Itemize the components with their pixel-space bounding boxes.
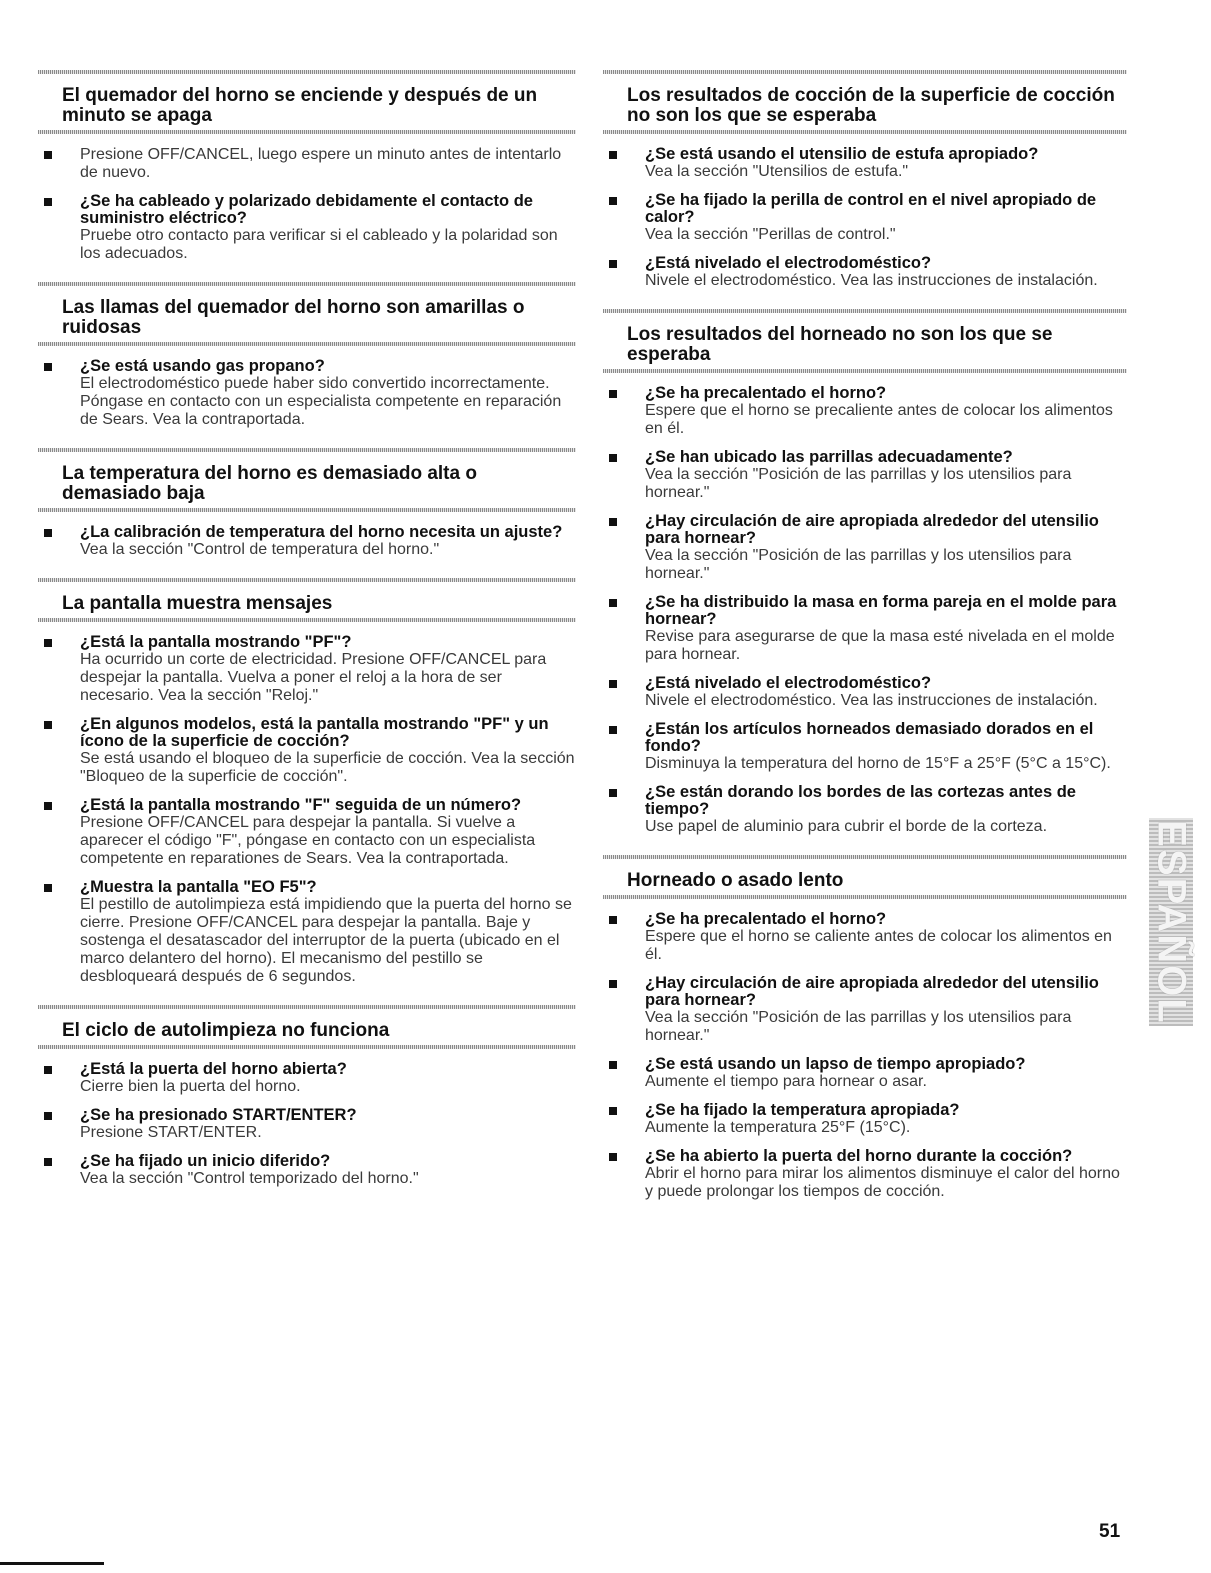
troubleshooting-section — [603, 70, 1127, 303]
item-list — [38, 346, 576, 442]
item-answer: Espere que el horno se caliente antes de colocar los alimentos en él. — [645, 928, 1112, 963]
language-side-tab — [1149, 818, 1193, 1026]
list-item — [38, 524, 576, 559]
item-question: ¿Se ha cableado y polarizado debidamente el contacto de suministro eléctrico? — [80, 192, 533, 227]
item-answer: Vea la sección "Posición de las parrillas y los utensilios para hornear." — [645, 466, 1072, 501]
item-answer: El pestillo de autolimpieza está impidiendo que la puerta del horno se cierre. Presione OFF/CANCEL para despejar la pantalla. Baje y sostenga el desatascador del interruptor de la puerta (ubicado en el marco delantero del horno). El mecanismo del pestillo se desbloqueará después de 6 segundos. — [80, 896, 572, 985]
item-answer: Presione OFF/CANCEL para despejar la pantalla. Si vuelve a aparecer el código "F", póngase en contacto con un especialista competente en reparationes de Sears. Vea la contraportada. — [80, 814, 536, 867]
section-heading: Las llamas del quemador del horno son amarillas o ruidosas — [62, 297, 525, 338]
square-bullet-icon — [44, 151, 52, 159]
square-bullet-icon — [609, 151, 617, 159]
item-question: ¿Se ha precalentado el horno? — [645, 910, 887, 928]
list-item — [38, 358, 576, 429]
section-heading: La pantalla muestra mensajes — [62, 593, 333, 614]
list-item — [38, 1107, 576, 1142]
item-question: ¿Está nivelado el electrodoméstico? — [645, 254, 932, 272]
item-question: ¿En algunos modelos, está la pantalla mostrando "PF" y un ícono de la superficie de cocción? — [80, 715, 549, 750]
item-question: ¿Se ha distribuido la masa en forma pareja en el molde para hornear? — [645, 593, 1117, 628]
item-answer: Vea la sección "Posición de las parrillas y los utensilios para hornear." — [645, 1009, 1072, 1044]
item-answer: Nivele el electrodoméstico. Vea las instrucciones de instalación. — [645, 272, 1098, 289]
list-item — [603, 721, 1127, 773]
item-question: ¿Está nivelado el electrodoméstico? — [645, 674, 932, 692]
item-answer: Pruebe otro contacto para verificar si el cableado y la polaridad son los adecuados. — [80, 227, 558, 262]
item-question: ¿La calibración de temperatura del horno necesita un ajuste? — [80, 523, 563, 541]
list-item — [603, 784, 1127, 836]
item-question: ¿Hay circulación de aire apropiada alrededor del utensilio para hornear? — [645, 512, 1099, 547]
list-item — [603, 675, 1127, 710]
item-question: ¿Está la puerta del horno abierta? — [80, 1060, 347, 1078]
square-bullet-icon — [609, 789, 617, 797]
list-item — [603, 449, 1127, 502]
troubleshooting-section — [603, 309, 1127, 849]
item-question: ¿Está la pantalla mostrando "PF"? — [80, 633, 352, 651]
list-item — [38, 1061, 576, 1096]
section-heading: El ciclo de autolimpieza no funciona — [62, 1020, 390, 1041]
item-answer: Se está usando el bloqueo de la superficie de cocción. Vea la sección "Bloqueo de la superficie de cocción". — [80, 750, 575, 785]
square-bullet-icon — [44, 1066, 52, 1074]
item-question: ¿Se ha fijado un inicio diferido? — [80, 1152, 331, 1170]
square-bullet-icon — [609, 980, 617, 988]
list-item — [38, 1153, 576, 1188]
list-item — [603, 1102, 1127, 1137]
item-answer: Vea la sección "Posición de las parrillas y los utensilios para hornear." — [645, 547, 1072, 582]
section-heading: Horneado o asado lento — [627, 870, 844, 891]
list-item — [38, 797, 576, 868]
square-bullet-icon — [44, 529, 52, 537]
item-question: ¿Se está usando gas propano? — [80, 357, 325, 375]
footer-rule — [0, 1562, 104, 1565]
list-item — [38, 634, 576, 705]
square-bullet-icon — [44, 721, 52, 729]
square-bullet-icon — [609, 1107, 617, 1115]
troubleshooting-section — [38, 578, 576, 999]
list-item — [603, 975, 1127, 1045]
list-item — [38, 879, 576, 986]
item-question: ¿Muestra la pantalla "EO F5"? — [80, 878, 317, 896]
list-item — [603, 594, 1127, 664]
list-item — [603, 911, 1127, 964]
item-answer: El electrodoméstico puede haber sido convertido incorrectamente. Póngase en contacto con un especialista competente en reparación de Sears. Vea la contraportada. — [80, 375, 562, 428]
square-bullet-icon — [609, 518, 617, 526]
item-answer: Aumente el tiempo para hornear o asar. — [645, 1073, 927, 1090]
item-answer: Disminuya la temperatura del horno de 15°F a 25°F (5°C a 15°C). — [645, 755, 1111, 772]
item-answer: Cierre bien la puerta del horno. — [80, 1078, 301, 1095]
item-answer: Presione START/ENTER. — [80, 1124, 262, 1141]
square-bullet-icon — [609, 599, 617, 607]
list-item — [603, 385, 1127, 438]
square-bullet-icon — [609, 916, 617, 924]
item-answer: Espere que el horno se precaliente antes de colocar los alimentos en él. — [645, 402, 1113, 437]
square-bullet-icon — [609, 260, 617, 268]
troubleshooting-section — [38, 448, 576, 572]
square-bullet-icon — [609, 1153, 617, 1161]
square-bullet-icon — [609, 454, 617, 462]
item-question: ¿Se está usando el utensilio de estufa apropiado? — [645, 145, 1039, 163]
item-answer: Vea la sección "Perillas de control." — [645, 226, 896, 243]
item-list — [38, 512, 576, 572]
list-item — [603, 513, 1127, 583]
item-answer: Abrir el horno para mirar los alimentos disminuye el calor del horno y puede prolongar los tiempos de cocción. — [645, 1165, 1120, 1200]
item-list — [603, 899, 1127, 1214]
item-question: ¿Se ha fijado la temperatura apropiada? — [645, 1101, 960, 1119]
item-answer: Vea la sección "Control temporizado del horno." — [80, 1170, 419, 1187]
square-bullet-icon — [44, 1158, 52, 1166]
troubleshooting-section — [38, 282, 576, 442]
square-bullet-icon — [44, 1112, 52, 1120]
item-question: ¿Están los artículos horneados demasiado dorados en el fondo? — [645, 720, 1094, 755]
square-bullet-icon — [609, 680, 617, 688]
square-bullet-icon — [609, 390, 617, 398]
square-bullet-icon — [44, 802, 52, 810]
item-question: ¿Se está usando un lapso de tiempo apropiado? — [645, 1055, 1026, 1073]
list-item — [38, 716, 576, 786]
square-bullet-icon — [609, 726, 617, 734]
list-item — [603, 192, 1127, 244]
item-answer: Vea la sección "Utensilios de estufa." — [645, 163, 909, 180]
item-question: ¿Se han ubicado las parrillas adecuadamente? — [645, 448, 1013, 466]
square-bullet-icon — [44, 198, 52, 206]
section-heading: Los resultados del horneado no son los que se esperaba — [627, 324, 1053, 365]
troubleshooting-section — [38, 70, 576, 276]
item-answer: Revise para asegurarse de que la masa esté nivelada en el molde para hornear. — [645, 628, 1115, 663]
item-question: ¿Se ha abierto la puerta del horno durante la cocción? — [645, 1147, 1073, 1165]
item-question: ¿Se ha fijado la perilla de control en el nivel apropiado de calor? — [645, 191, 1097, 226]
square-bullet-icon — [609, 1061, 617, 1069]
right-column — [603, 70, 1127, 1220]
item-list — [38, 1049, 576, 1201]
item-list — [603, 373, 1127, 849]
troubleshooting-section — [38, 1005, 576, 1201]
item-question: ¿Está la pantalla mostrando "F" seguida de un número? — [80, 796, 522, 814]
square-bullet-icon — [44, 363, 52, 371]
item-answer: Aumente la temperatura 25°F (15°C). — [645, 1119, 911, 1136]
item-question: ¿Se ha precalentado el horno? — [645, 384, 887, 402]
square-bullet-icon — [609, 197, 617, 205]
item-answer: Nivele el electrodoméstico. Vea las instrucciones de instalación. — [645, 692, 1098, 709]
list-item — [38, 146, 576, 182]
list-item — [603, 255, 1127, 290]
square-bullet-icon — [44, 884, 52, 892]
item-answer: Vea la sección "Control de temperatura del horno." — [80, 541, 440, 558]
page-number: 51 — [1099, 1521, 1121, 1542]
item-question: ¿Se están dorando los bordes de las cortezas antes de tiempo? — [645, 783, 1076, 818]
item-answer: Use papel de aluminio para cubrir el borde de la corteza. — [645, 818, 1048, 835]
section-heading: El quemador del horno se enciende y después de un minuto se apaga — [62, 85, 538, 126]
square-bullet-icon — [44, 639, 52, 647]
left-column — [38, 70, 576, 1207]
item-answer: Presione OFF/CANCEL, luego espere un minuto antes de intentarlo de nuevo. — [80, 146, 562, 181]
section-heading: La temperatura del horno es demasiado alta o demasiado baja — [62, 463, 477, 504]
troubleshooting-section — [603, 855, 1127, 1214]
item-list — [38, 134, 576, 276]
list-item — [38, 193, 576, 263]
item-answer: Ha ocurrido un corte de electricidad. Presione OFF/CANCEL para despejar la pantalla. Vuelva a poner el reloj a la hora de ser necesario. Vea la sección "Reloj." — [80, 651, 547, 704]
list-item — [603, 1056, 1127, 1091]
item-list — [38, 622, 576, 999]
item-question: ¿Se ha presionado START/ENTER? — [80, 1106, 357, 1124]
language-tab-label: ESPAÑOL — [1149, 819, 1194, 1025]
section-heading: Los resultados de cocción de la superficie de cocción no son los que se esperaba — [627, 85, 1115, 126]
list-item — [603, 146, 1127, 181]
item-question: ¿Hay circulación de aire apropiada alrededor del utensilio para hornear? — [645, 974, 1099, 1009]
item-list — [603, 134, 1127, 303]
list-item — [603, 1148, 1127, 1201]
